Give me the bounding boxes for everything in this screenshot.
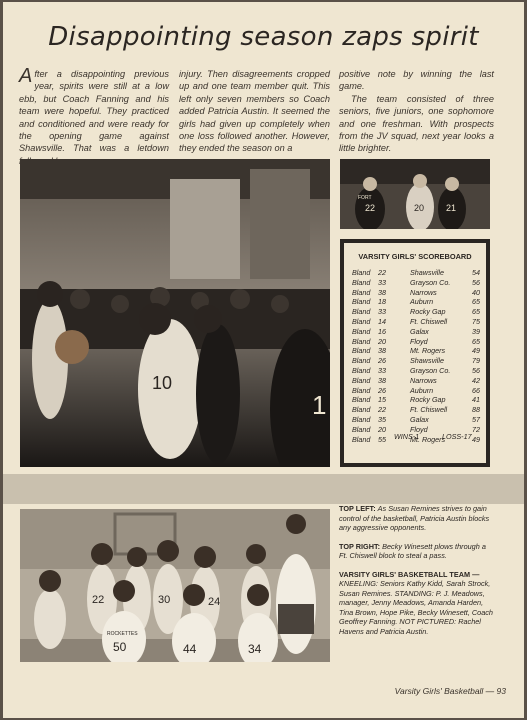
story-text-1: fter a disappointing previous year, spirits were still at a low ebb, but Coach Fanning and his team were hopeful. They practiced and conditioned and were ready for the opening game against Shawsville. That was a letdown: [19, 69, 169, 154]
scoreboard-opponent: Mt. Rogers: [410, 434, 446, 444]
scoreboard-score: 38: [378, 287, 386, 297]
team-jersey-text: ROCKETTES: [107, 631, 138, 637]
right-jersey-1: 22: [365, 203, 376, 213]
scoreboard-team: Bland: [352, 356, 371, 366]
caption: [339, 504, 495, 533]
scoreboard-score: 33: [378, 277, 386, 287]
scoreboard-opponent: Narrows: [410, 287, 437, 297]
scoreboard-team: Bland: [352, 297, 371, 307]
scoreboard-opp-score: 41: [472, 395, 480, 405]
scoreboard-opponent: Galax: [410, 414, 429, 424]
story-column-1: [19, 65, 169, 167]
scoreboard-score: 16: [378, 326, 386, 336]
scoreboard-opp-score: 75: [472, 316, 480, 326]
yearbook-page: [3, 2, 524, 718]
scoreboard-team: Bland: [352, 336, 371, 346]
scoreboard-opponent: Galax: [410, 326, 429, 336]
wins-label: WINS-1: [394, 432, 420, 441]
caption-text: Becky Winesett plows through a Ft. Chiswell block to steal a pass.: [339, 541, 486, 560]
team-jersey-44: 44: [183, 642, 197, 656]
scoreboard-opp-score: 56: [472, 365, 480, 375]
scoreboard-opponent: Grayson Co.: [410, 277, 451, 287]
scoreboard-score: 22: [378, 268, 386, 277]
scoreboard-score: 55: [378, 434, 386, 444]
team-jersey-50: 50: [113, 640, 127, 654]
scoreboard-score: 22: [378, 405, 386, 415]
scoreboard-opponent: Mt. Rogers: [410, 346, 446, 356]
team-jersey-22: 22: [92, 594, 105, 606]
scoreboard-row: [352, 405, 480, 415]
page-footer: Varsity Girls' Basketball — 93: [394, 686, 506, 696]
scoreboard-opp-score: 88: [472, 405, 480, 415]
caption-label: VARSITY GIRLS' BASKETBALL TEAM —: [339, 569, 480, 579]
scoreboard-team: Bland: [352, 414, 371, 424]
scoreboard-box: [340, 239, 490, 467]
scoreboard-opp-score: 49: [472, 434, 480, 444]
scoreboard-opponent: Auburn: [410, 297, 434, 307]
scoreboard-team: Bland: [352, 405, 371, 415]
scoreboard-team: Bland: [352, 316, 371, 326]
scoreboard-row: [352, 415, 480, 425]
team-jersey-34: 34: [248, 642, 262, 656]
headline: Disappointing season zaps spirit: [48, 22, 479, 52]
captions: [339, 504, 495, 645]
scoreboard-row: [352, 268, 480, 278]
losses-label: LOSS-17: [442, 432, 472, 441]
scoreboard-opponent: Auburn: [410, 385, 434, 395]
caption-text: As Susan Remines strives to gain control of the basketball, Patricia Austin blocks any aggressive opponents.: [339, 504, 490, 532]
scoreboard-team: Bland: [352, 277, 371, 287]
scoreboard-opp-score: 65: [472, 297, 480, 307]
scoreboard-score: 14: [378, 316, 386, 326]
scoreboard-score: 26: [378, 385, 386, 395]
scoreboard-row: [352, 327, 480, 337]
story-text-2: injury. Then disagreements cropped up and one team member quit. This left only seven members so Coach added Patricia Austin. It seemed the girls had given up completely when one loss followed another. However, they ended the season on a: [179, 69, 330, 154]
divider-band: [3, 474, 524, 504]
scoreboard-score: 35: [378, 414, 386, 424]
scoreboard-team: Bland: [352, 307, 371, 317]
scoreboard-row: [352, 395, 480, 405]
scoreboard-team: Bland: [352, 365, 371, 375]
scoreboard-team: Bland: [352, 346, 371, 356]
scoreboard-rows: [352, 268, 480, 444]
scoreboard-team: Bland: [352, 395, 371, 405]
scoreboard-opp-score: 56: [472, 277, 480, 287]
scoreboard-title: VARSITY GIRLS' SCOREBOARD: [358, 252, 472, 261]
caption: [339, 570, 495, 637]
scoreboard-score: 38: [378, 375, 386, 385]
jersey-number: 10: [152, 373, 173, 393]
caption-text: KNEELING: Seniors Kathy Kidd, Sarah Strock, Susan Remines. STANDING: P. J. Meadows, manager, Jenny Meadows, Amanda Harden, Tina Brown, Hope Pike, Becky Winesett, Coach Geoffrey Fanning. NOT PICTURED: Rachel Havens and Patricia Austin.: [339, 579, 493, 636]
scoreboard-opponent: Shawsville: [410, 268, 444, 277]
scoreboard-team: Bland: [352, 424, 371, 434]
story-column-2: [179, 68, 330, 155]
scoreboard-opponent: Ft. Chiswell: [410, 405, 448, 415]
scoreboard-team: Bland: [352, 434, 371, 444]
scoreboard-score: 33: [378, 307, 386, 317]
scoreboard-row: [352, 317, 480, 327]
scoreboard-row: [352, 366, 480, 376]
scoreboard-opp-score: 54: [472, 268, 480, 277]
scoreboard-opp-score: 65: [472, 307, 480, 317]
scoreboard-opponent: Shawsville: [410, 356, 444, 366]
scoreboard-score: 18: [378, 297, 386, 307]
caption-label: TOP RIGHT:: [339, 541, 381, 551]
scoreboard-opponent: Rocky Gap: [410, 307, 446, 317]
scoreboard-team: Bland: [352, 268, 371, 277]
story-text-3b: The team consisted of three seniors, five juniors, one sophomore and one freshman. With prospects from the JV squad, next year looks a little brighter.: [339, 93, 494, 154]
right-jersey-2: 20: [414, 203, 425, 213]
scoreboard-score: 26: [378, 356, 386, 366]
scoreboard-score: 20: [378, 336, 386, 346]
scoreboard-team: Bland: [352, 287, 371, 297]
scoreboard-row: [352, 288, 480, 298]
scoreboard-score: 20: [378, 424, 386, 434]
action-photo: [20, 159, 330, 467]
scoreboard-opponent: Floyd: [410, 424, 428, 434]
right-jersey-3: 21: [446, 203, 457, 213]
scoreboard-row: [352, 278, 480, 288]
story-column-3: [339, 68, 494, 155]
team-photo: [20, 509, 330, 662]
scoreboard-opponent: Narrows: [410, 375, 437, 385]
scoreboard-row: [352, 297, 480, 307]
scoreboard-opp-score: 72: [472, 424, 480, 434]
scoreboard-score: 33: [378, 365, 386, 375]
scoreboard-opp-score: 57: [472, 414, 480, 424]
jersey-number-2: 1: [312, 390, 327, 420]
scoreboard-row: [352, 337, 480, 347]
scoreboard-row: [352, 376, 480, 386]
scoreboard-opponent: Ft. Chiswell: [410, 316, 448, 326]
scoreboard-opponent: Grayson Co.: [410, 365, 451, 375]
scoreboard-score: 38: [378, 346, 386, 356]
caption: [339, 542, 495, 561]
scoreboard-row: [352, 307, 480, 317]
story-text-3a: positive note by winning the last game.: [339, 69, 494, 92]
scoreboard-opponent: Floyd: [410, 336, 428, 346]
scoreboard-row: [352, 346, 480, 356]
scoreboard-inner: [344, 243, 486, 463]
scoreboard-opp-score: 40: [472, 287, 480, 297]
scoreboard-opp-score: 65: [472, 336, 480, 346]
steal-photo: [340, 159, 490, 229]
scoreboard-opponent: Rocky Gap: [410, 395, 446, 405]
scoreboard-score: 15: [378, 395, 386, 405]
scoreboard-opp-score: 39: [472, 326, 480, 336]
drop-cap: A: [19, 65, 33, 87]
scoreboard-team: Bland: [352, 385, 371, 395]
right-jersey-text: FORT: [358, 195, 372, 201]
scoreboard-opp-score: 42: [472, 375, 480, 385]
scoreboard-row: [352, 356, 480, 366]
scoreboard-opp-score: 79: [472, 356, 480, 366]
team-jersey-24: 24: [208, 596, 221, 608]
scoreboard-opp-score: 66: [472, 385, 480, 395]
scoreboard-team: Bland: [352, 326, 371, 336]
caption-label: TOP LEFT:: [339, 504, 376, 513]
scoreboard-row: [352, 386, 480, 396]
scoreboard-team: Bland: [352, 375, 371, 385]
scoreboard-opp-score: 49: [472, 346, 480, 356]
team-jersey-30: 30: [158, 594, 171, 606]
